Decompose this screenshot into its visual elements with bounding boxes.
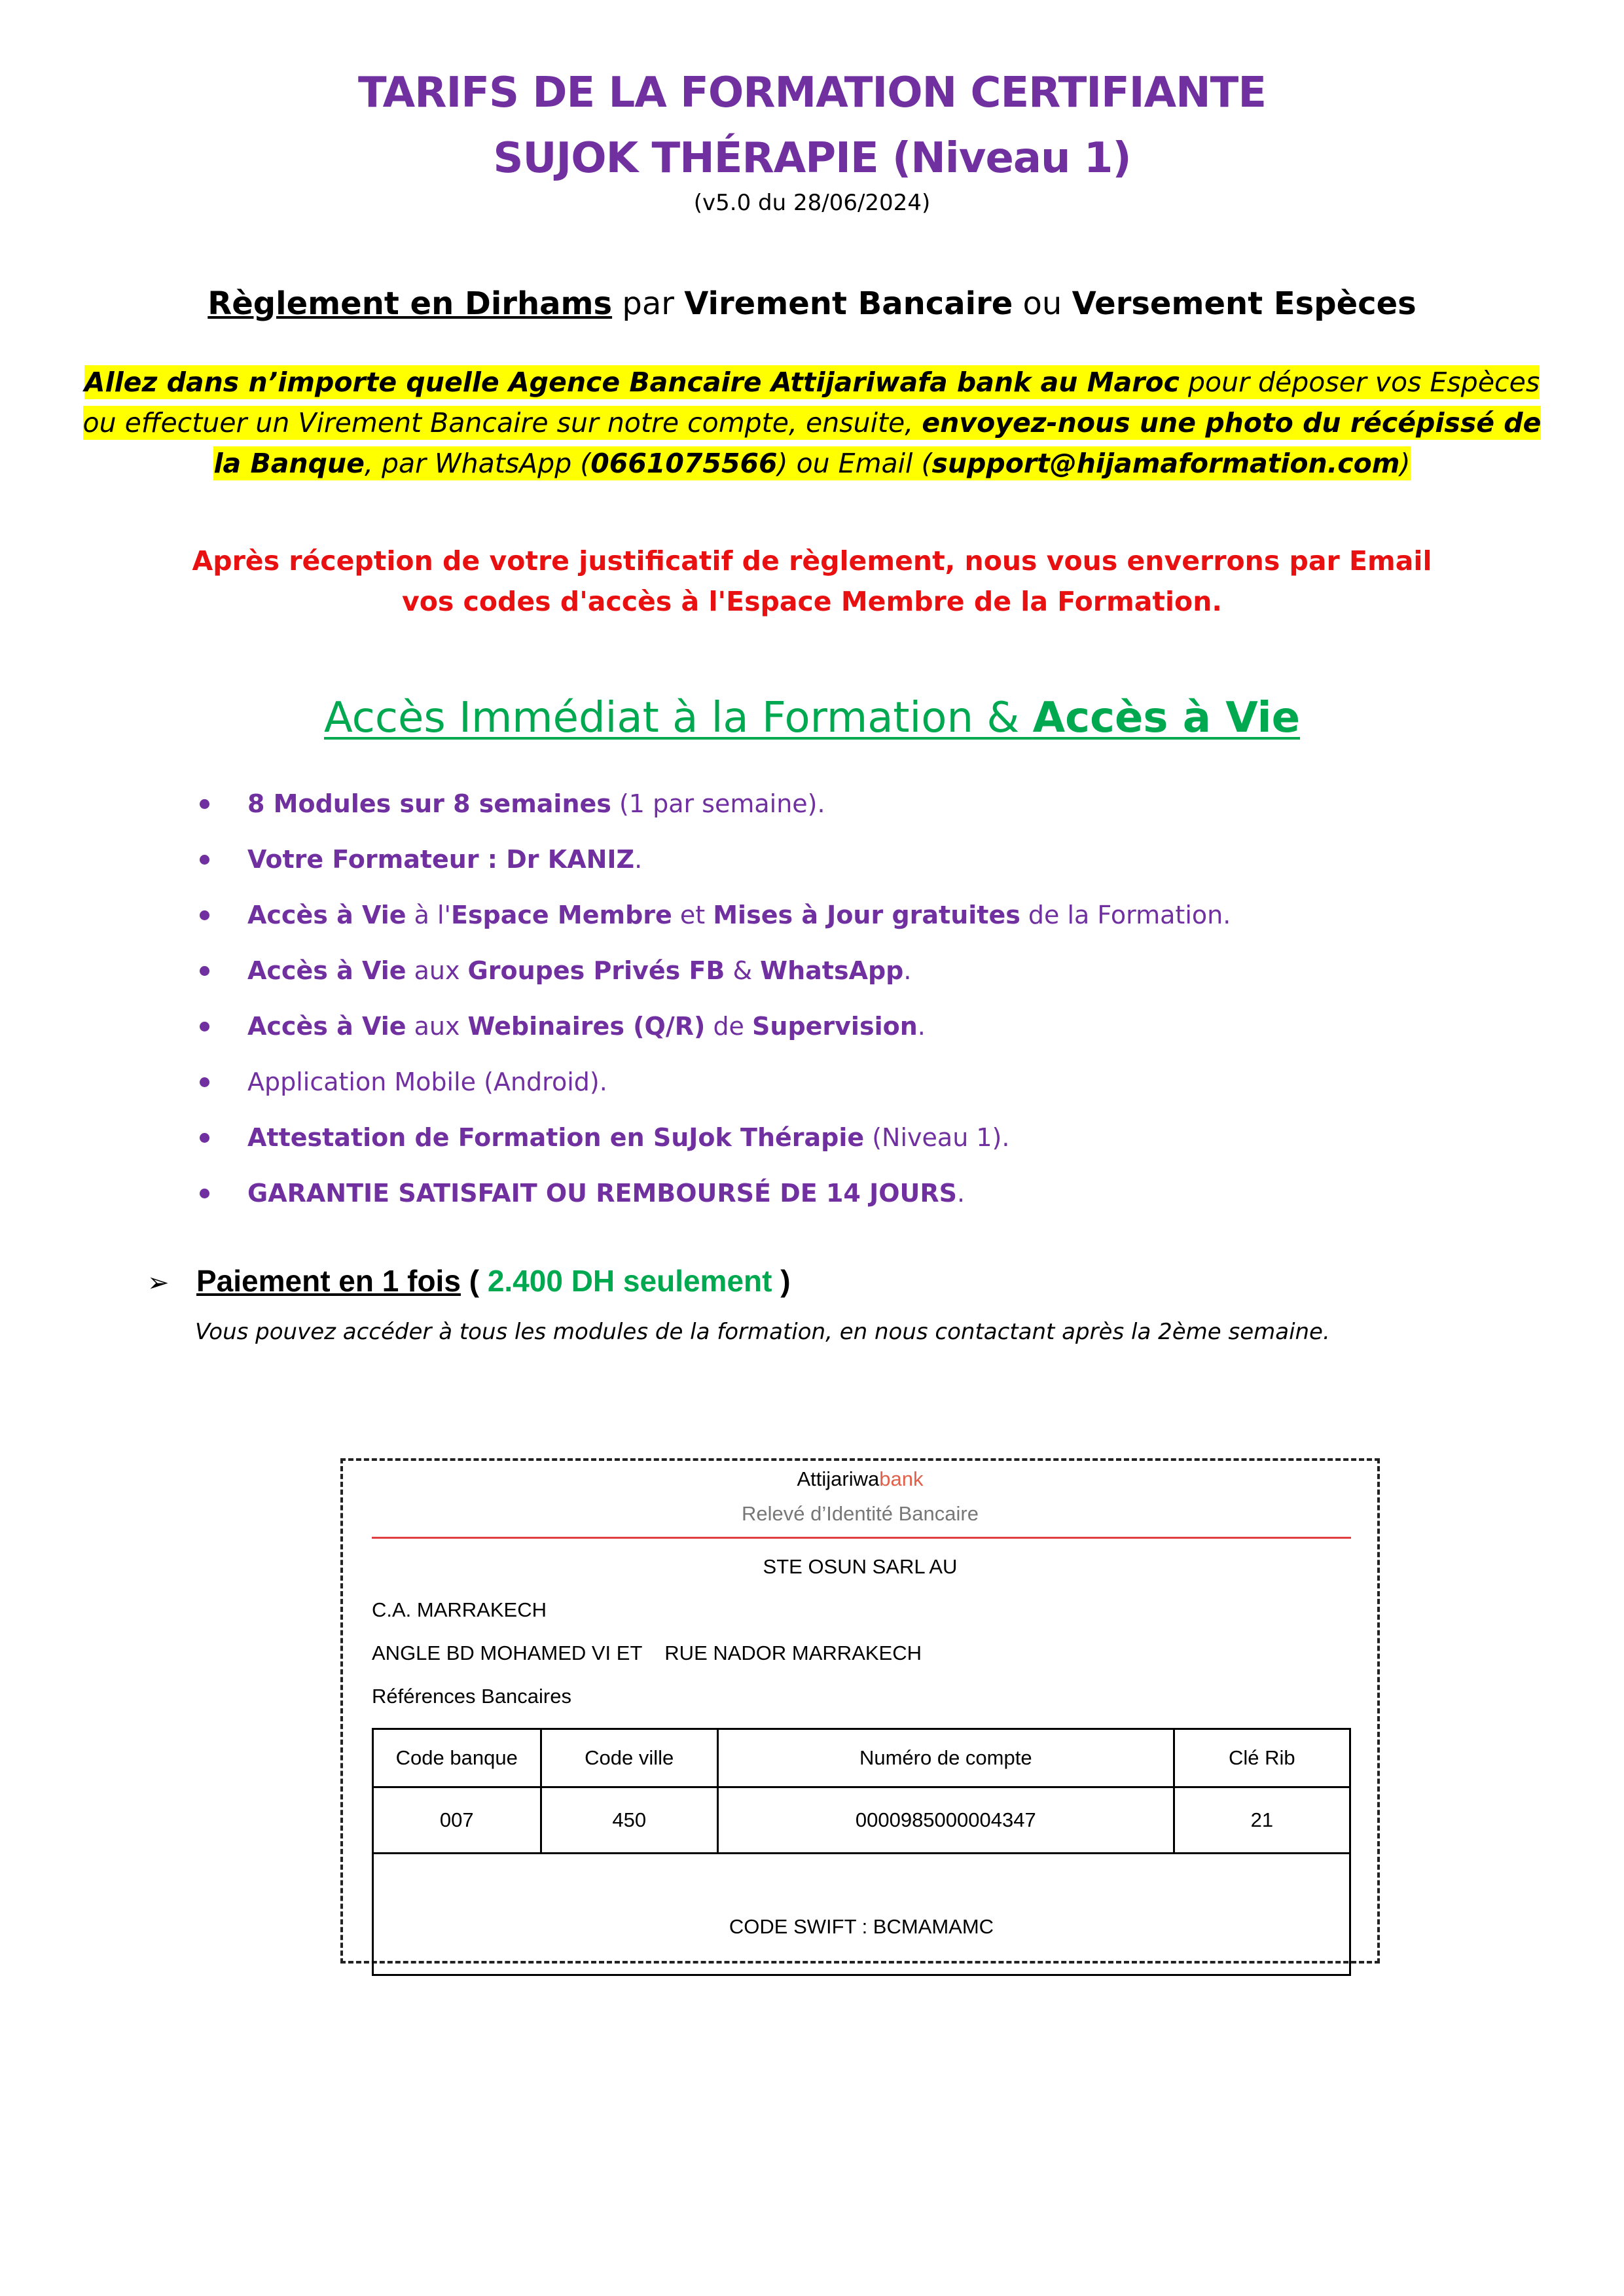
- feature-text: à l': [406, 901, 451, 929]
- list-item: [200, 776, 1509, 832]
- list-item: [200, 943, 1509, 999]
- bullet-icon: [200, 855, 209, 865]
- bullet-icon: [200, 1189, 209, 1198]
- col-header: Code banque: [373, 1729, 541, 1787]
- bullet-icon: [200, 799, 209, 809]
- version-label: (v5.0 du 28/06/2024): [693, 190, 931, 216]
- list-item: [200, 1054, 1509, 1110]
- table-header-row: [373, 1729, 1350, 1787]
- reglement-dirhams: Règlement en Dirhams: [208, 285, 613, 322]
- rib-key: 21: [1174, 1787, 1350, 1854]
- access-title-part2: Accès à Vie: [1032, 694, 1301, 742]
- access-codes-notice: [0, 541, 1624, 622]
- feature-bold: Attestation de Formation en SuJok Thérapie: [247, 1123, 865, 1152]
- feature-bold: Espace Membre: [450, 901, 672, 929]
- bullet-icon: [200, 966, 209, 976]
- feature-text: de la Formation.: [1020, 901, 1231, 929]
- rib-table: [372, 1728, 1351, 1976]
- feature-bold: Webinaires (Q/R): [467, 1012, 706, 1041]
- page-title-line1: TARIFS DE LA FORMATION CERTIFIANTE: [357, 69, 1267, 117]
- bank-name-part1: Attijariwa: [797, 1467, 880, 1490]
- payment-label: Paiement en 1 fois: [196, 1264, 461, 1298]
- bank-logo-text: [343, 1467, 1377, 1491]
- table-row: [373, 1787, 1350, 1854]
- bullet-icon: [200, 1077, 209, 1087]
- reglement-versement: Versement Espèces: [1072, 285, 1416, 322]
- reglement-par: par: [612, 285, 685, 322]
- instr-whatsapp-label: , par WhatsApp (: [364, 448, 591, 479]
- list-item: [200, 832, 1509, 888]
- instr-close: ): [1399, 448, 1411, 479]
- feature-bold: 8 Modules sur 8 semaines: [247, 789, 611, 818]
- feature-bold: Accès à Vie: [247, 901, 406, 929]
- feature-bold: GARANTIE SATISFAIT OU REMBOURSÉ DE 14 JOURS: [247, 1179, 958, 1208]
- bullet-icon: [200, 910, 209, 920]
- list-item: [200, 999, 1509, 1054]
- payment-note: Vous pouvez accéder à tous les modules de la formation, en nous contactant après la 2ème semaine.: [195, 1319, 1330, 1345]
- feature-bold: Groupes Privés FB: [467, 956, 725, 985]
- arrow-bullet-icon: ➢: [147, 1268, 170, 1297]
- bank-code: 007: [373, 1787, 541, 1854]
- city-code: 450: [541, 1787, 717, 1854]
- feature-text: (Niveau 1).: [864, 1123, 1010, 1152]
- list-item: [200, 1110, 1509, 1166]
- feature-text: aux: [406, 1012, 468, 1041]
- feature-text: aux: [406, 956, 468, 985]
- col-header: Clé Rib: [1174, 1729, 1350, 1787]
- rib-company: STE OSUN SARL AU: [763, 1555, 958, 1578]
- account-number: 0000985000004347: [717, 1787, 1174, 1854]
- bullet-icon: [200, 1022, 209, 1031]
- list-item: [200, 1166, 1509, 1221]
- access-title-part1: Accès Immédiat à la Formation &: [323, 694, 1033, 742]
- features-list: [200, 776, 1509, 1221]
- support-email: support@hijamaformation.com: [931, 448, 1400, 479]
- payment-option: [147, 1263, 791, 1299]
- instr-email-label: ) ou Email (: [777, 448, 932, 479]
- feature-bold: WhatsApp: [760, 956, 904, 985]
- feature-text: .: [917, 1012, 926, 1041]
- col-header: Code ville: [541, 1729, 717, 1787]
- bullet-icon: [200, 1133, 209, 1143]
- feature-bold: Mises à Jour gratuites: [713, 901, 1020, 929]
- payment-paren-open: (: [460, 1264, 488, 1298]
- whatsapp-number: 0661075566: [590, 448, 778, 479]
- instr-virement: ou effectuer un Virement Bancaire sur notre compte, ensuite,: [82, 407, 922, 439]
- instr-banque: la Banque: [213, 448, 365, 479]
- feature-bold: Votre Formateur : Dr KANIZ: [247, 845, 635, 874]
- notice-line1: Après réception de votre justificatif de règlement, nous vous enverrons par Email: [192, 545, 1432, 577]
- page-title-line2: SUJOK THÉRAPIE (Niveau 1): [493, 134, 1131, 183]
- feature-text: .: [634, 845, 643, 874]
- payment-paren-close: ): [772, 1264, 791, 1298]
- table-row: [373, 1854, 1350, 1975]
- rib-agency: C.A. MARRAKECH: [372, 1598, 547, 1621]
- feature-text: &: [725, 956, 761, 985]
- feature-text: Application Mobile (Android).: [247, 1067, 607, 1096]
- access-title: [0, 694, 1624, 742]
- notice-line2: vos codes d'accès à l'Espace Membre de la Formation.: [401, 586, 1222, 617]
- payment-price: 2.400 DH seulement: [487, 1264, 772, 1298]
- instr-deposer: pour déposer vos Espèces: [1179, 367, 1540, 398]
- bank-name-part2: bank: [879, 1467, 924, 1490]
- list-item: [200, 888, 1509, 943]
- feature-text: .: [903, 956, 912, 985]
- payment-method-line: [0, 285, 1624, 322]
- reglement-virement: Virement Bancaire: [684, 285, 1013, 322]
- rib-subtitle: Relevé d’Identité Bancaire: [742, 1502, 979, 1525]
- bank-rib-card: [340, 1458, 1380, 1964]
- bank-instructions: [0, 362, 1624, 484]
- feature-bold: Accès à Vie: [247, 956, 406, 985]
- instr-envoyez: envoyez-nous une photo du récépissé de: [922, 407, 1542, 439]
- feature-text: .: [957, 1179, 965, 1208]
- swift-code: CODE SWIFT : BCMAMAMC: [373, 1854, 1350, 1975]
- rib-address: ANGLE BD MOHAMED VI ET RUE NADOR MARRAKECH: [372, 1641, 922, 1664]
- feature-text: de: [705, 1012, 753, 1041]
- feature-text: (1 par semaine).: [611, 789, 825, 818]
- feature-text: et: [672, 901, 713, 929]
- rib-refs-label: Références Bancaires: [372, 1685, 571, 1708]
- feature-bold: Supervision: [752, 1012, 918, 1041]
- col-header: Numéro de compte: [717, 1729, 1174, 1787]
- instr-agence: Allez dans n’importe quelle Agence Bancaire Attijariwafa bank au Maroc: [84, 367, 1180, 398]
- rib-divider: [372, 1537, 1351, 1539]
- feature-bold: Accès à Vie: [247, 1012, 406, 1041]
- reglement-ou: ou: [1013, 285, 1072, 322]
